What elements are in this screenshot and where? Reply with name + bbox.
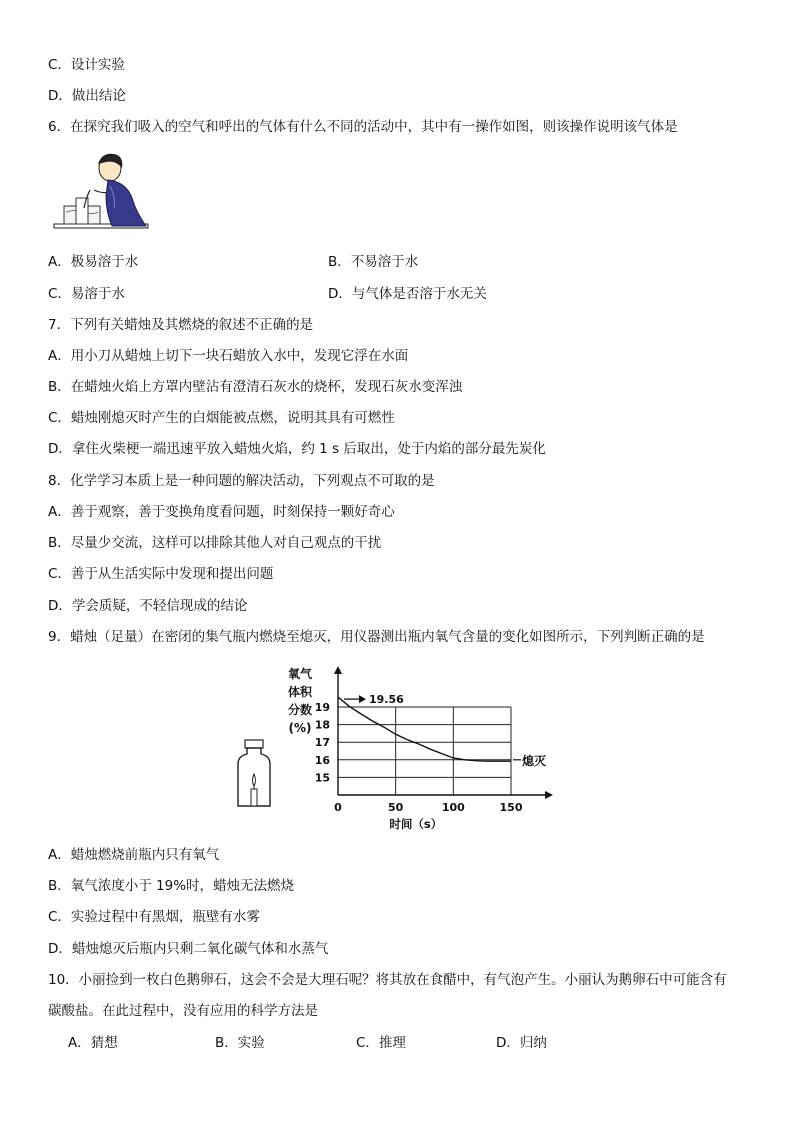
q10-option-c: C．推理: [356, 1035, 406, 1051]
q6-option-a: A．极易溶于水: [48, 254, 139, 270]
q9-option-a: A．蜡烛燃烧前瓶内只有氧气: [48, 847, 220, 863]
q9-option-c: C．实验过程中有黑烟，瓶壁有水雾: [48, 909, 260, 925]
q7-option-c: C．蜡烛刚熄灭时产生的白烟能被点燃，说明其具有可燃性: [48, 410, 395, 426]
y-axis-label-line: 氧气: [287, 667, 313, 681]
q8-option-a: A．善于观察，善于变换角度看问题，时刻保持一颗好奇心: [48, 504, 395, 520]
y-axis-label-line: 分数: [287, 703, 313, 717]
q7-option-b: B．在蜡烛火焰上方罩内壁沾有澄清石灰水的烧杯，发现石灰水变浑浊: [48, 379, 463, 395]
q6-option-c: C．易溶于水: [48, 286, 125, 302]
q7-option-d: D．拿住火柴梗一端迅速平放入蜡烛火焰，约 1 s 后取出，处于内焰的部分最先炭化: [48, 441, 546, 457]
q8-option-d: D．学会质疑，不轻信现成的结论: [48, 598, 248, 614]
x-tick-label: 50: [388, 801, 404, 814]
x-tick-label: 150: [499, 801, 523, 814]
q10-option-b: B．实验: [215, 1035, 265, 1051]
q10-option-a: A．猜想: [68, 1035, 118, 1051]
y-axis-label-line: (%): [288, 721, 312, 735]
y-tick-label: 19: [314, 701, 330, 714]
y-tick-label: 18: [314, 718, 330, 732]
extinguish-label: 熄灭: [522, 753, 547, 768]
q6-option-b: B．不易溶于水: [328, 254, 419, 270]
q9-option-b: B．氧气浓度小于 19%时，蜡烛无法燃烧: [48, 878, 295, 894]
q8-option-b: B．尽量少交流，这样可以排除其他人对自己观点的干扰: [48, 535, 382, 551]
q8-stem: 8．化学学习本质上是一种问题的解决活动，下列观点不可取的是: [48, 473, 435, 489]
y-axis-arrow: [334, 666, 342, 674]
peak-value-label: 19.56: [369, 693, 404, 707]
gas-jar-with-candle-illustration: [234, 738, 274, 810]
q5-option-d: D．做出结论: [48, 88, 126, 104]
y-tick-label: 16: [314, 753, 330, 767]
q7-option-a: A．用小刀从蜡烛上切下一块石蜡放入水中，发现它浮在水面: [48, 348, 409, 364]
x-tick-label: 0: [334, 801, 342, 814]
peak-arrow-head: [359, 695, 366, 703]
q9-option-d: D．蜡烛熄灭后瓶内只剩二氧化碳气体和水蒸气: [48, 941, 329, 957]
y-axis-label-line: 体积: [287, 685, 313, 699]
y-tick-label: 15: [314, 771, 330, 785]
q6-option-d: D．与气体是否溶于水无关: [328, 286, 487, 302]
q10-stem-line-1: 10．小丽捡到一枚白色鹅卵石，这会不会是大理石呢？将其放在食醋中，有气泡产生。小丽认为鹅卵石中可能含有: [48, 972, 727, 988]
oxygen-content-chart: [280, 660, 560, 832]
q6-stem: 6．在探究我们吸入的空气和呼出的气体有什么不同的活动中，其中有一操作如图，则该操作说明该气体是: [48, 119, 678, 135]
x-axis-arrow: [545, 791, 553, 799]
x-axis-label: 时间（s）: [389, 817, 443, 831]
q7-stem: 7．下列有关蜡烛及其燃烧的叙述不正确的是: [48, 317, 314, 333]
q5-option-c: C．设计实验: [48, 57, 125, 73]
y-tick-label: 17: [314, 736, 330, 750]
q10-stem-line-2: 碳酸盐。在此过程中，没有应用的科学方法是: [48, 1003, 318, 1019]
x-tick-label: 100: [441, 801, 465, 814]
q8-option-c: C．善于从生活实际中发现和提出问题: [48, 566, 274, 582]
q10-option-d: D．归纳: [496, 1035, 547, 1051]
q9-stem: 9．蜡烛（足量）在密闭的集气瓶内燃烧至熄灭，用仪器测出瓶内氧气含量的变化如图所示，下列判断正确的是: [48, 629, 705, 645]
person-blowing-into-water-illustration: [50, 146, 154, 238]
